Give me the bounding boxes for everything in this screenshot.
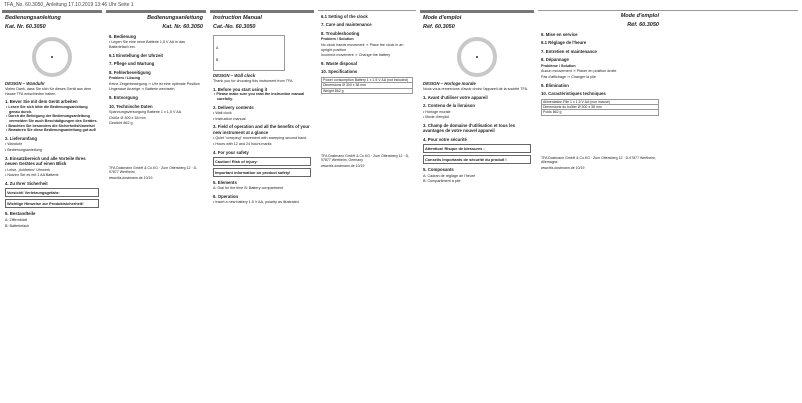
address: TFA Dostmann GmbH & Co.KG · Zum Ottersberg 12 · D-97877 Wertheim, Germany bbox=[321, 154, 410, 163]
warning-title: Wichtige Hinweise zur Produktsicherheit! bbox=[7, 201, 84, 207]
website: www.tfa-dostmann.de 10/19 bbox=[321, 163, 365, 168]
spec-row: Power consumption Battery 1 x 1.5 V AA (not included) bbox=[322, 77, 413, 82]
list-item: A: Ziffernblatt bbox=[5, 217, 27, 222]
table-row: Incorrect movement ⇒ Change the battery bbox=[321, 53, 391, 58]
catalog-number: Réf. 60.3050 bbox=[423, 24, 455, 30]
section-heading: 10. Caractéristiques techniques bbox=[541, 91, 606, 97]
section-heading: 2. Lieferumfang bbox=[5, 136, 37, 142]
list-item: • Hours with 12 and 24 hours marks bbox=[213, 141, 272, 146]
product-name: DESIGN – Horloge murale bbox=[423, 81, 476, 86]
bullet: • Please make sure you read the instruction manual carefully. bbox=[213, 92, 311, 101]
warning-title: Conseils importants de sécurité du produit ! bbox=[425, 157, 507, 163]
section-heading: 8. Dépannage bbox=[541, 57, 569, 63]
warning-box bbox=[5, 199, 99, 208]
list-item: • Wall clock bbox=[213, 110, 232, 115]
warning-title: Caution! Risk of injury: bbox=[215, 158, 258, 164]
warning-box bbox=[5, 188, 99, 197]
section-heading: 3. Field of operation and all the benefits of your new instrument at a glance bbox=[213, 124, 310, 135]
section-heading: 4. Pour votre sécurité bbox=[423, 136, 467, 142]
warning-box bbox=[213, 168, 311, 177]
print-header: TFA_No. 60.3050_Anleitung 17.10.2019 13:46 Uhr Seite 1 bbox=[4, 2, 134, 8]
spec-row: Dimensions Ø 300 x 38 mm bbox=[322, 83, 413, 88]
table-header: Problème / Solution bbox=[541, 63, 576, 68]
warning-title: Attention! Risque de blessures : bbox=[425, 146, 485, 152]
section-heading: 5. Composants bbox=[423, 167, 454, 173]
table-row: No clock hands movement ⇒ Place the clock in an upright position bbox=[321, 42, 404, 52]
table-row: Keine Zeigerbewegung ⇒ Uhr ist eine optimale Position bbox=[109, 81, 200, 86]
warning-box bbox=[423, 144, 531, 153]
website: www.tfa-dostmann.de 10/19 bbox=[541, 165, 585, 170]
figure-frame bbox=[213, 35, 285, 71]
spec-row: Dimensions du boîtier Ø 300 x 38 mm bbox=[542, 104, 659, 109]
intro-text: Thank you for choosing this instrument from TFA. bbox=[213, 79, 294, 83]
list-item: • Legen Sie eine neue Batterie 1,5 V AA in das Batteriefach ein. bbox=[109, 40, 185, 50]
clock-image bbox=[32, 37, 72, 77]
section-heading: 1. Before you start using it bbox=[213, 86, 268, 92]
section-heading: 9. Waste disposal bbox=[321, 61, 357, 67]
spec-row: Gewicht 862 g bbox=[109, 121, 133, 126]
spec-row: Spannungsversorgung Batterie 1 x 1,5 V AA bbox=[109, 109, 182, 114]
product-name: DESIGN – Wall clock bbox=[213, 73, 256, 78]
list-item: B: Compartiment à pile bbox=[423, 179, 461, 184]
german-page-2 bbox=[106, 10, 206, 398]
spec-table bbox=[541, 99, 659, 116]
table-header: Problem / Lösung bbox=[109, 76, 141, 81]
list-item: • Instruction manual bbox=[213, 116, 246, 121]
list-item: • Mode d'emploi bbox=[423, 115, 450, 120]
catalog-number: Cat.-No. 60.3050 bbox=[213, 24, 256, 30]
figure-label: A bbox=[216, 46, 219, 50]
table-row: Ungenaue Anzeige ⇒ Batterie wechseln bbox=[109, 87, 175, 92]
list-item: • Bedienungsanleitung bbox=[5, 148, 42, 153]
list-item: • Horloge murale bbox=[423, 109, 451, 114]
table-header: Problem / Solution bbox=[321, 37, 354, 42]
bullet: • Bewahren Sie diese Bedienungsanleitung gut auf! bbox=[5, 128, 99, 133]
english-page-2 bbox=[318, 10, 416, 398]
intro-text: Nous vous remercions d'avoir choisi l'appareil de la société TFA. bbox=[423, 87, 529, 91]
list-item: B: Batteriefach bbox=[5, 223, 30, 228]
section-heading: 6.1 Réglage de l'heure bbox=[541, 40, 587, 46]
warning-box bbox=[213, 157, 311, 166]
section-heading: 7. Pflege und Wartung bbox=[109, 61, 155, 67]
spec-table bbox=[321, 77, 413, 94]
list-item: • Leise, „tickfreies“ Uhrwerk bbox=[5, 167, 50, 172]
section-heading: 2. Delivery contents bbox=[213, 104, 254, 110]
clock-image bbox=[457, 37, 497, 77]
table-row: Pas d'affichage ⇒ Changer la pile bbox=[541, 75, 596, 80]
section-heading: 9. Entsorgung bbox=[109, 95, 138, 101]
intro-text: Vielen Dank, dass Sie sich für dieses Gerät aus dem Hause TFA entschieden haben. bbox=[5, 87, 92, 96]
section-heading: 10. Technische Daten bbox=[109, 103, 153, 109]
list-item: • Wanduhr bbox=[5, 142, 23, 147]
section-heading: 6. Bedienung bbox=[109, 34, 136, 39]
section-heading: 3. Champ de domaine d'utilisation et tous les avantages de votre nouvel appareil bbox=[423, 122, 515, 134]
section-heading: 4. Zu Ihrer Sicherheit bbox=[5, 181, 48, 187]
catalog-number: Kat. Nr. 60.3050 bbox=[162, 24, 203, 30]
section-heading: 10. Specifications bbox=[321, 69, 358, 75]
list-item: A: Cadran de réglage de l'heure bbox=[423, 173, 476, 178]
section-heading: 5. Elements bbox=[213, 179, 237, 185]
french-page-1 bbox=[420, 10, 534, 398]
page-title: Mode d'emploi bbox=[620, 13, 659, 19]
section-heading: 8. Fehlerbeseitigung bbox=[109, 69, 151, 75]
section-heading: 6.1 Setting of the clock bbox=[321, 14, 368, 19]
figure bbox=[213, 35, 311, 71]
page-title: Mode d'emploi bbox=[423, 15, 462, 21]
section-heading: 7. Care and maintenance bbox=[321, 22, 372, 28]
catalog-number: Kat. Nr. 60.3050 bbox=[5, 24, 46, 30]
warning-title: Vorsicht! Verletzungsgefahr: bbox=[7, 190, 60, 196]
section-heading: 6. Mise en service bbox=[541, 32, 578, 37]
bullet: • Lesen Sie sich bitte die Bedienungsanleitung genau durch. bbox=[5, 105, 99, 114]
german-page-1 bbox=[2, 10, 102, 398]
list-item: • Quiet “creeping” movement with sweeping second hand bbox=[213, 136, 307, 141]
page-title: Bedienungsanleitung bbox=[5, 15, 61, 21]
website: www.tfa-dostmann.de 10/19 bbox=[109, 175, 153, 180]
section-heading: 3. Einsatzbereich und alle Vorteile Ihres neuen Gerätes auf einen Blick bbox=[5, 155, 86, 167]
figure-label: B bbox=[216, 58, 219, 62]
section-heading: 6. Operation bbox=[213, 194, 239, 200]
list-item: A: Dial for the time B: Battery compartment bbox=[213, 186, 284, 191]
list-item: • Insert a new battery 1.5 V AA, polarity as illustrated. bbox=[213, 200, 300, 205]
catalog-number: Réf. 60.3050 bbox=[627, 22, 659, 28]
section-heading: 7. Entretien et maintenance bbox=[541, 48, 597, 54]
english-page-1 bbox=[210, 10, 314, 398]
table-row: Aucun mouvement ⇒ Placer en position droite bbox=[541, 69, 617, 74]
product-name: DESIGN – Wanduhr bbox=[5, 81, 45, 86]
bullet: • Durch die Befolgung der Bedienungsanleitung vermeiden Sie auch Beschädigungen des Gerätes. bbox=[5, 114, 99, 123]
address: TFA Dostmann GmbH & Co.KG · Zum Ottersberg 12 · D-97877 Wertheim, Allemagne bbox=[541, 155, 656, 165]
spec-row: Weight 862 g bbox=[322, 88, 413, 93]
french-page-2 bbox=[538, 10, 798, 398]
bullet: • Beachten Sie besonders die Sicherheitshinweise! bbox=[5, 124, 99, 129]
spec-row: Alimentation Pile 1 x 1,5 V AA (non incluse) bbox=[542, 99, 659, 104]
address: TFA Dostmann GmbH & Co.KG · Zum Ottersberg 12 · D-97877 Wertheim bbox=[109, 166, 198, 175]
page-title: Instruction Manual bbox=[213, 15, 262, 21]
spec-row: Poids 862 g bbox=[542, 110, 659, 115]
warning-title: Important information on product safety! bbox=[215, 169, 291, 175]
section-heading: 4. For your safety bbox=[213, 149, 249, 155]
section-heading: 8. Troubleshooting bbox=[321, 30, 360, 36]
section-heading: 1. Bevor Sie mit dem Gerät arbeiten bbox=[5, 99, 78, 105]
section-heading: 6.1 Einstellung der Uhrzeit bbox=[109, 52, 163, 58]
list-item: • Nutzen Sie es mit 1 AA Batterie bbox=[5, 173, 59, 178]
section-heading: 2. Contenu de la livraison bbox=[423, 103, 476, 109]
warning-box bbox=[423, 155, 531, 164]
spec-row: Größe Ø 300 x 38 mm bbox=[109, 115, 146, 120]
section-heading: 5. Bestandteile bbox=[5, 211, 36, 217]
section-heading: 1. Avant d'utiliser votre appareil bbox=[423, 94, 488, 100]
page-title: Bedienungsanleitung bbox=[147, 15, 203, 21]
section-heading: 9. Élimination bbox=[541, 82, 569, 88]
